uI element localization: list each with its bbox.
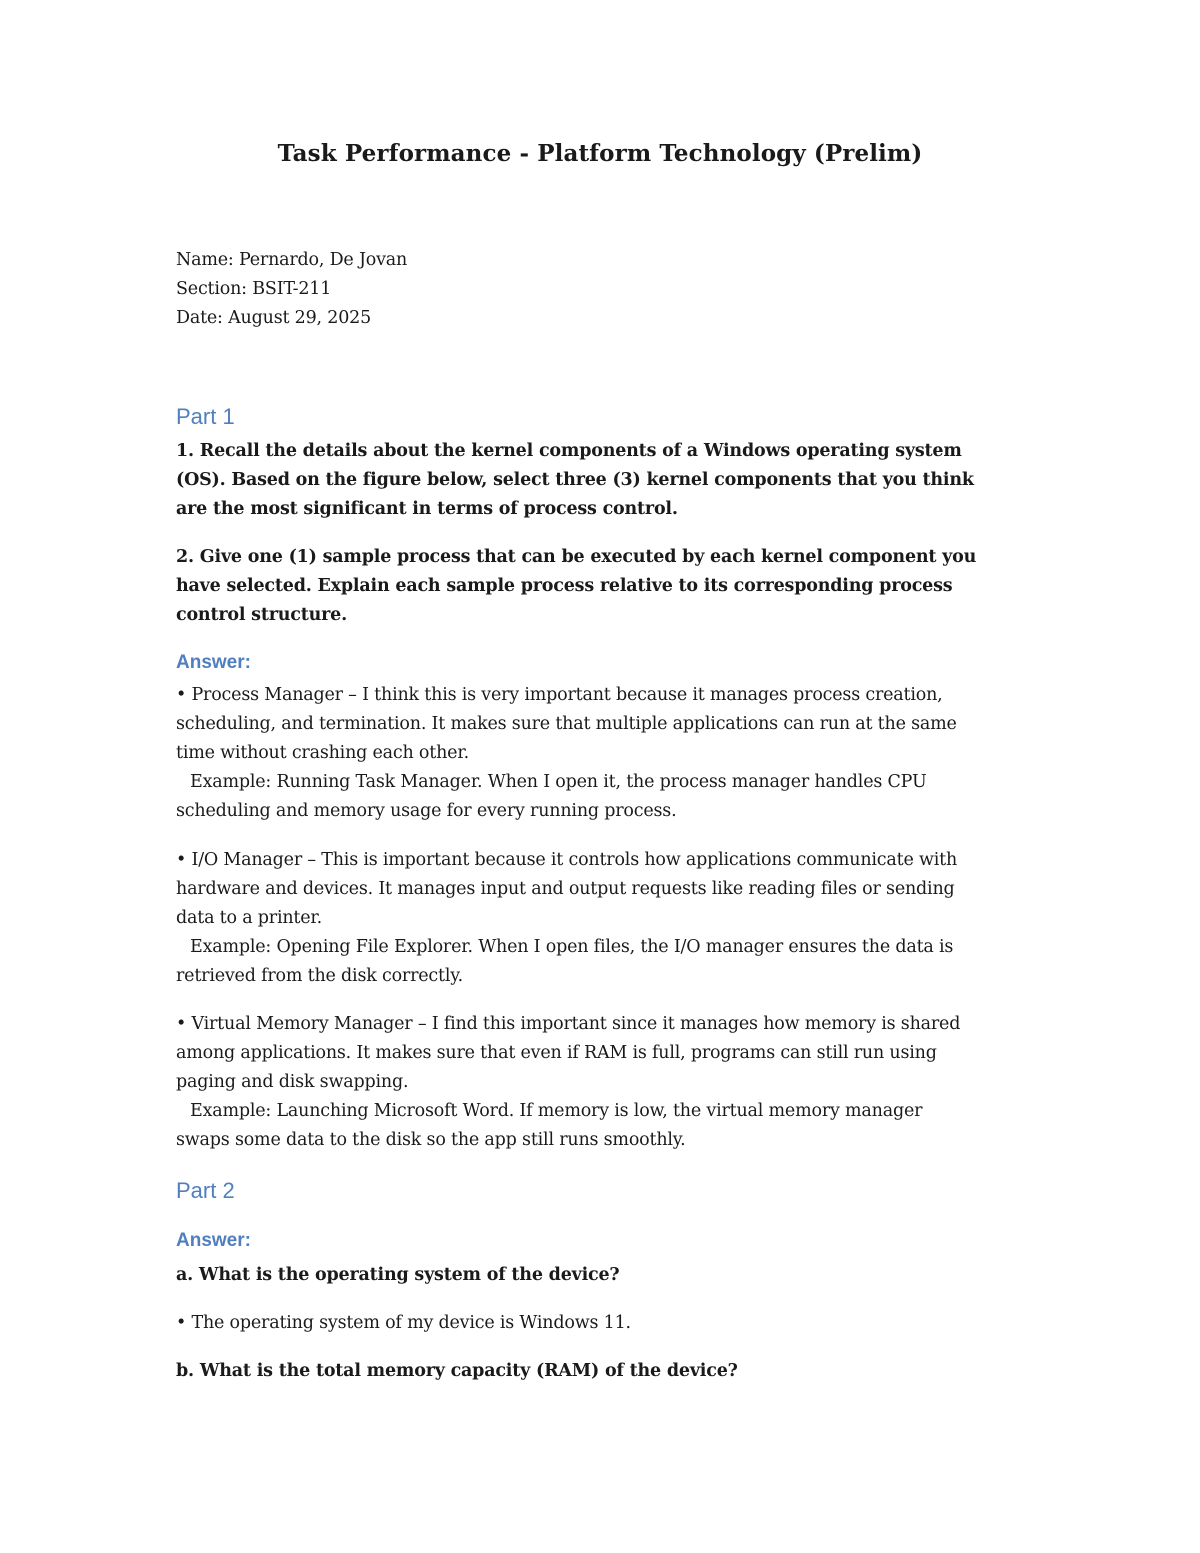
submission-date: Date: August 29, 2025	[176, 308, 371, 328]
answer-a: • The operating system of my device is Windows 11.	[176, 1313, 631, 1333]
question-a: a. What is the operating system of the device?	[176, 1265, 620, 1285]
answer-item-line: • Virtual Memory Manager – I find this important since it manages how memory is shared	[176, 1014, 961, 1034]
answer-item-line: time without crashing each other.	[176, 743, 469, 763]
question1-line: (OS). Based on the figure below, select three (3) kernel components that you think	[176, 470, 974, 490]
question2-line: have selected. Explain each sample process relative to its corresponding process	[176, 576, 953, 596]
answer-item-line: • Process Manager – I think this is very important because it manages process creation,	[176, 685, 943, 705]
question1-line: 1. Recall the details about the kernel components of a Windows operating system	[176, 441, 962, 461]
question2-line: 2. Give one (1) sample process that can be executed by each kernel component you	[176, 547, 977, 567]
answer-example-line: scheduling and memory usage for every running process.	[176, 801, 677, 821]
answer-item-line: paging and disk swapping.	[176, 1072, 409, 1092]
answer-example-line: Example: Launching Microsoft Word. If memory is low, the virtual memory manager	[190, 1101, 923, 1121]
answer-item-line: hardware and devices. It manages input and output requests like reading files or sending	[176, 879, 955, 899]
part2-answer-label: Answer:	[176, 1230, 251, 1251]
answer-item-line: • I/O Manager – This is important because it controls how applications communicate with	[176, 850, 958, 870]
document-title: Task Performance - Platform Technology (Prelim)	[277, 140, 923, 167]
answer-item-line: among applications. It makes sure that even if RAM is full, programs can still run using	[176, 1043, 937, 1063]
answer-item-line: data to a printer.	[176, 908, 323, 928]
part1-answer-label: Answer:	[176, 652, 251, 673]
question-b: b. What is the total memory capacity (RAM) of the device?	[176, 1361, 738, 1381]
question1-line: are the most significant in terms of process control.	[176, 499, 678, 519]
answer-example-line: swaps some data to the disk so the app still runs smoothly.	[176, 1130, 686, 1150]
student-section: Section: BSIT-211	[176, 279, 332, 299]
part2-heading: Part 2	[176, 1178, 235, 1203]
answer-example-line: Example: Opening File Explorer. When I open files, the I/O manager ensures the data is	[190, 937, 954, 957]
answer-example-line: Example: Running Task Manager. When I open it, the process manager handles CPU	[190, 772, 927, 792]
question2-line: control structure.	[176, 605, 347, 625]
part1-heading: Part 1	[176, 404, 235, 429]
answer-example-line: retrieved from the disk correctly.	[176, 966, 463, 986]
answer-item-line: scheduling, and termination. It makes sure that multiple applications can run at the same	[176, 714, 957, 734]
student-name: Name: Pernardo, De Jovan	[176, 250, 408, 270]
